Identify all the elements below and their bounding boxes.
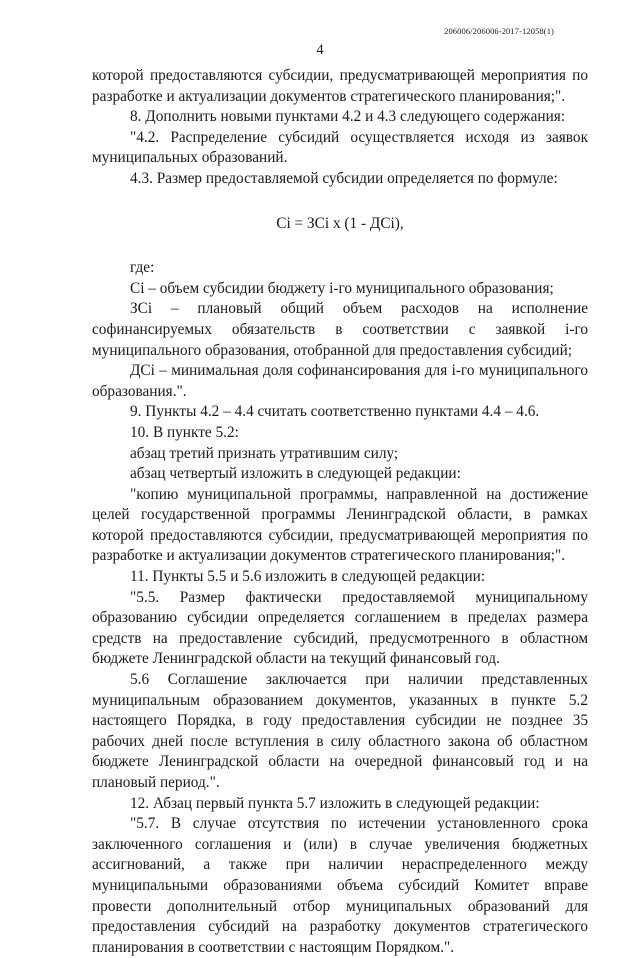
paragraph-item-5-5: "5.5. Размер фактически предоставляемой муниципальному образованию субсидии определяется соглашением в пределах размера средств на предоставление субсидий, предусмотренного в областном бюджете Ленинградской области на текущий финансовый год. <box>92 588 588 668</box>
paragraph-def-zci: ЗCi – плановый общий объем расходов на исполнение софинансируемых обязательств в соответствии с заявкой i-го муниципального образования, отобранной для предоставления субсидий; <box>92 300 588 359</box>
paragraph-item-11: 11. Пункты 5.5 и 5.6 изложить в следующей редакции: <box>130 568 486 586</box>
paragraph-def-ci: Ci – объем субсидии бюджету i-го муниципального образования; <box>130 279 554 297</box>
paragraph-where: где: <box>130 259 155 277</box>
paragraph-item-12: 12. Абзац первый пункта 5.7 изложить в следующей редакции: <box>130 794 540 812</box>
paragraph-quote-program: "копию муниципальной программы, направленной на достижение целей государственной программы Ленинградской области, в рамках которой предоставляются субсидии, предусматривающей мероприятия по разработке и актуализации документов стратегического планирования;". <box>92 485 588 565</box>
paragraph-abzac-4: абзац четвертый изложить в следующей редакции: <box>130 465 461 483</box>
document-id: 206006/206006-2017-12058(1) <box>444 26 554 36</box>
formula: Ci = ЗCi x (1 - ДCi), <box>276 214 404 232</box>
paragraph-item-5-6: 5.6 Соглашение заключается при наличии представленных муниципальным образованием документов, указанных в пункте 5.2 настоящего Порядка, в году предоставления субсидии не позднее 35 рабочих дней после вступления в силу областного закона об областном бюджете Ленинградской области на очередной финансовый год и на плановый период.". <box>92 671 588 791</box>
paragraph-def-dci: ДCi – минимальная доля софинансирования для i-го муниципального образования.". <box>92 362 588 400</box>
page-number: 4 <box>316 42 324 58</box>
paragraph-item-8: 8. Дополнить новыми пунктами 4.2 и 4.3 следующего содержания: <box>130 108 566 126</box>
paragraph-item-4-2: "4.2. Распределение субсидий осуществляется исходя из заявок муниципальных образований. <box>92 128 588 167</box>
paragraph-item-10: 10. В пункте 5.2: <box>130 423 239 441</box>
paragraph-item-5-7: "5.7. В случае отсутствия по истечении установленного срока заключенного соглашения и (или) в случае увеличения бюджетных ассигнований, а также при наличии нераспределенного между муниципальными образованиями объема субсидий Комитет вправе провести дополнительный отбор муниципальных образований для предоставления субсидий на разработку документов стратегического планирования в соответствии с настоящим Порядком.". <box>92 815 588 956</box>
paragraph-abzac-3: абзац третий признать утратившим силу; <box>130 444 399 462</box>
paragraph-item-4-3: 4.3. Размер предоставляемой субсидии определяется по формуле: <box>130 169 558 187</box>
document-body <box>92 66 588 958</box>
paragraph-item-9: 9. Пункты 4.2 – 4.4 считать соответственно пунктами 4.4 – 4.6. <box>130 403 540 421</box>
paragraph-continuation: которой предоставляются субсидии, предусматривающей мероприятия по разработке и актуализации документов стратегического планирования;". <box>92 67 588 105</box>
